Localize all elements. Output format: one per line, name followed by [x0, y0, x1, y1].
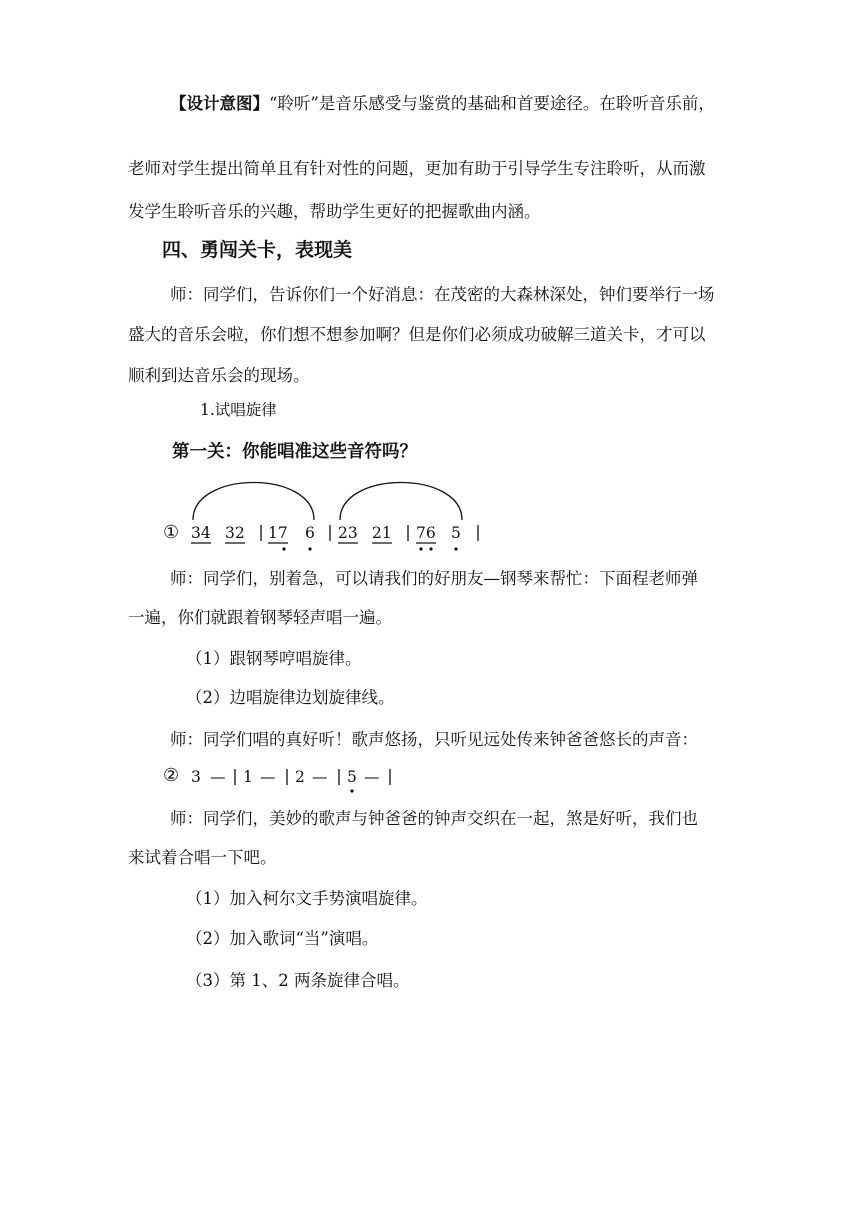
low-dot: [429, 547, 432, 550]
intro-line-3: 顺利到达音乐会的现场。: [128, 366, 310, 385]
design-intent-text: “聆听”是音乐感受与鉴赏的基础和首要途径。在聆听音乐前，: [269, 94, 715, 113]
teacher-3-line-1: 师：同学们唱的真好听！歌声悠扬，只听见远处传来钟爸爸悠长的声音：: [170, 730, 698, 749]
melody-1-note: 17: [268, 524, 288, 542]
melody-1-note: 32: [225, 524, 245, 542]
melody-1-note: 6: [305, 524, 315, 542]
section-four-heading: 四、勇闯关卡，表现美: [162, 239, 353, 261]
design-intent-line-3: 发学生聆听音乐的兴趣，帮助学生更好的把握歌曲内涵。: [128, 202, 541, 221]
low-dot: [350, 789, 353, 792]
intro-line-2: 盛大的音乐会啦，你们想不想参加啊？但是你们必须成功破解三道关卡，才可以: [128, 325, 706, 344]
low-dot: [282, 547, 285, 550]
melody-2-marker: ②: [163, 765, 180, 786]
melody-1-marker: ①: [163, 522, 180, 543]
melody-1-note: 5: [451, 524, 461, 542]
melody-2-note: 2: [295, 768, 305, 786]
melody-2-note: 5: [347, 768, 357, 786]
step-1-label: 1.试唱旋律: [200, 401, 277, 419]
step-a-2: （2）边唱旋律边划旋律线。: [186, 688, 395, 707]
design-intent-label: 【设计意图】: [170, 94, 269, 113]
teacher-4-line-2: 来试着合唱一下吧。: [128, 848, 277, 867]
low-dot: [419, 547, 422, 550]
low-dot: [308, 547, 311, 550]
teacher-4-line-1: 师：同学们，美妙的歌声与钟爸爸的钟声交织在一起，煞是好听，我们也: [170, 809, 698, 828]
design-intent-line-2: 老师对学生提出简单且有针对性的问题，更加有助于引导学生专注聆听，从而激: [128, 159, 706, 178]
melody-2-note: 1: [243, 768, 253, 786]
teacher-2-line-1: 师：同学们，别着急，可以请我们的好朋友—钢琴来帮忙：下面程老师弹: [170, 569, 698, 588]
melody-2-dash: —: [312, 768, 328, 786]
melody-2-dash: —: [260, 768, 276, 786]
step-a-1: （1）跟钢琴哼唱旋律。: [186, 649, 362, 668]
intro-line-1: 师：同学们，告诉你们一个好消息：在茂密的大森林深处，钟们要举行一场: [170, 285, 715, 304]
melody-2-note: 3: [191, 768, 201, 786]
melody-1-note: 23: [338, 524, 358, 542]
level-1-heading: 第一关：你能唱准这些音符吗？: [172, 442, 417, 462]
melody-2-dash: —: [210, 768, 226, 786]
melody-2-dash: —: [364, 768, 380, 786]
melody-1-note: 34: [191, 524, 211, 542]
teacher-2-line-2: 一遍，你们就跟着钢琴轻声唱一遍。: [128, 608, 392, 627]
low-dot: [454, 547, 457, 550]
melody-1-note: 76: [416, 524, 436, 542]
step-b-1: （1）加入柯尔文手势演唱旋律。: [186, 889, 428, 908]
slur-1: [193, 483, 314, 521]
slur-2: [340, 483, 462, 521]
step-b-3: （3）第 1、2 两条旋律合唱。: [186, 971, 410, 990]
step-b-2: （2）加入歌词“当”演唱。: [186, 929, 379, 948]
melody-1-note: 21: [372, 524, 392, 542]
design-intent-line-1: [170, 93, 715, 115]
